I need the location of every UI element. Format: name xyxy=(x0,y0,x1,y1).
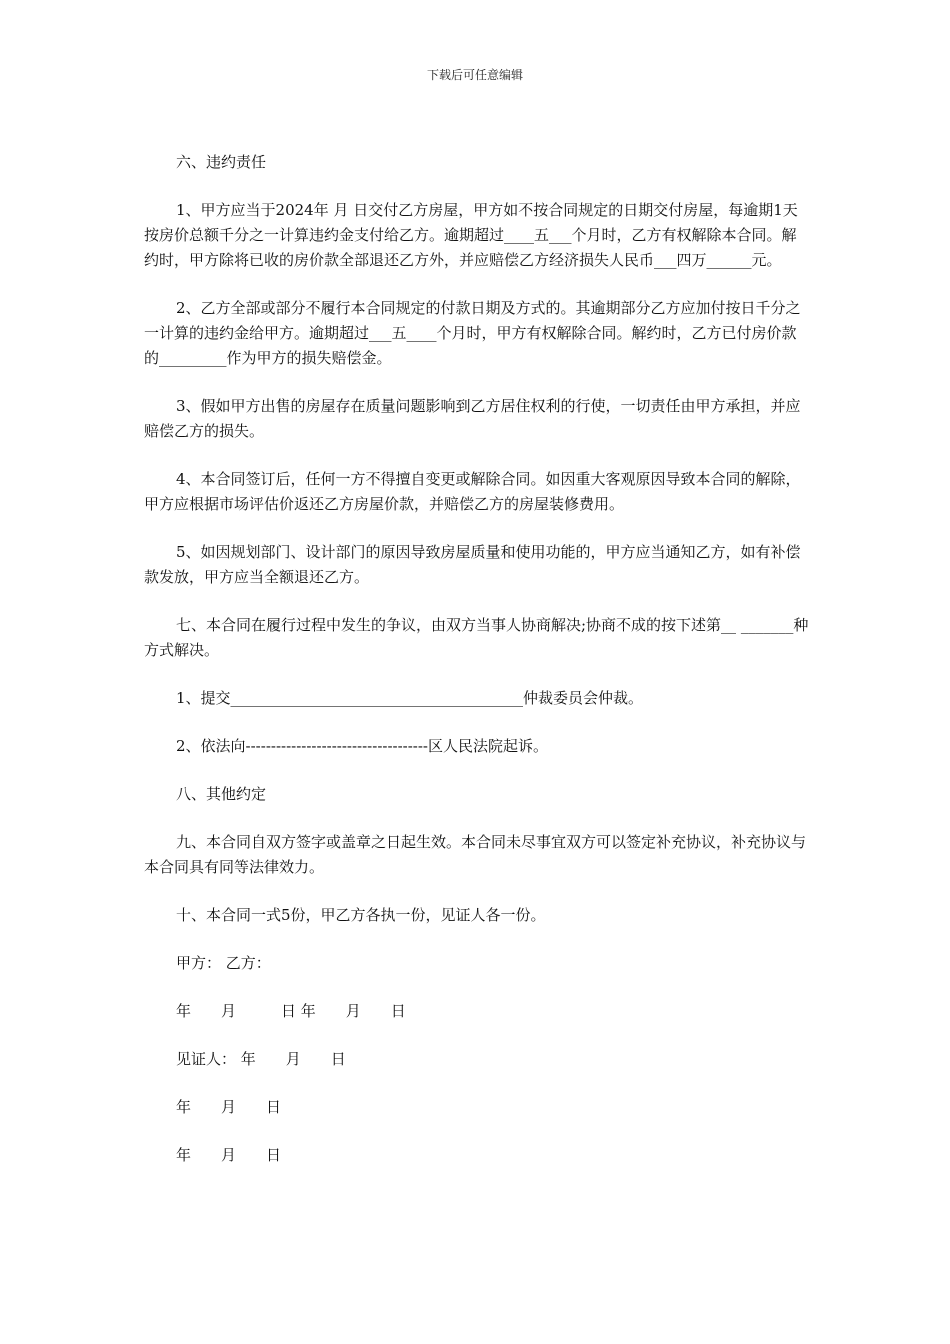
clause-6-3: 3、假如甲方出售的房屋存在质量问题影响到乙方居住权利的行使，一切责任由甲方承担，并应赔偿乙方的损失。 xyxy=(144,397,801,440)
section-6-title: 六、违约责任 xyxy=(176,153,267,171)
contract-body xyxy=(144,150,809,1168)
section-9: 九、本合同自双方签字或盖章之日起生效。本合同未尽事宜双方可以签定补充协议，补充协议与本合同具有同等法律效力。 xyxy=(144,833,807,876)
clause-7-1: 1、提交_______________________________________仲裁委员会仲裁。 xyxy=(176,689,644,707)
clause-7-2: 2、依法向------------------------------------区人民法院起诉。 xyxy=(176,737,549,755)
signature-parties: 甲方： 乙方： xyxy=(176,954,271,972)
page-header: 下载后可任意编辑 xyxy=(426,68,523,82)
section-7-dispute: 七、本合同在履行过程中发生的争议，由双方当事人协商解决;协商不成的按下述第__ _______种方式解决。 xyxy=(144,616,809,659)
clause-6-5: 5、如因规划部门、设计部门的原因导致房屋质量和使用功能的，甲方应当通知乙方，如有补偿款发放，甲方应当全额退还乙方。 xyxy=(144,543,801,586)
clause-6-2: 2、乙方全部或部分不履行本合同规定的付款日期及方式的。其逾期部分乙方应加付按日千分之一计算的违约金给甲方。逾期超过___五____个月时，甲方有权解除合同。解约时，乙方已付房价款的_________作为甲方的损失赔偿金。 xyxy=(144,299,801,367)
section-10: 十、本合同一式5份，甲乙方各执一份，见证人各一份。 xyxy=(176,906,546,924)
clause-6-1: 1、甲方应当于2024年 月 日交付乙方房屋，甲方如不按合同规定的日期交付房屋，每逾期1天按房价总额千分之一计算违约金支付给乙方。逾期超过____五___个月时，乙方有权解除本合同。解约时，甲方除将已收的房价款全部退还乙方外，并应赔偿乙方经济损失人民币___四万______元。 xyxy=(144,201,798,269)
clause-6-4: 4、本合同签订后，任何一方不得擅自变更或解除合同。如因重大客观原因导致本合同的解除，甲方应根据市场评估价返还乙方房屋价款，并赔偿乙方的房屋装修费用。 xyxy=(144,470,801,513)
signature-date-1: 年 月 日 年 月 日 xyxy=(176,1002,406,1020)
section-8-title: 八、其他约定 xyxy=(176,785,267,803)
signature-date-3: 年 月 日 xyxy=(176,1146,282,1164)
witness-line: 见证人： 年 月 日 xyxy=(176,1050,346,1068)
signature-date-2: 年 月 日 xyxy=(176,1098,282,1116)
